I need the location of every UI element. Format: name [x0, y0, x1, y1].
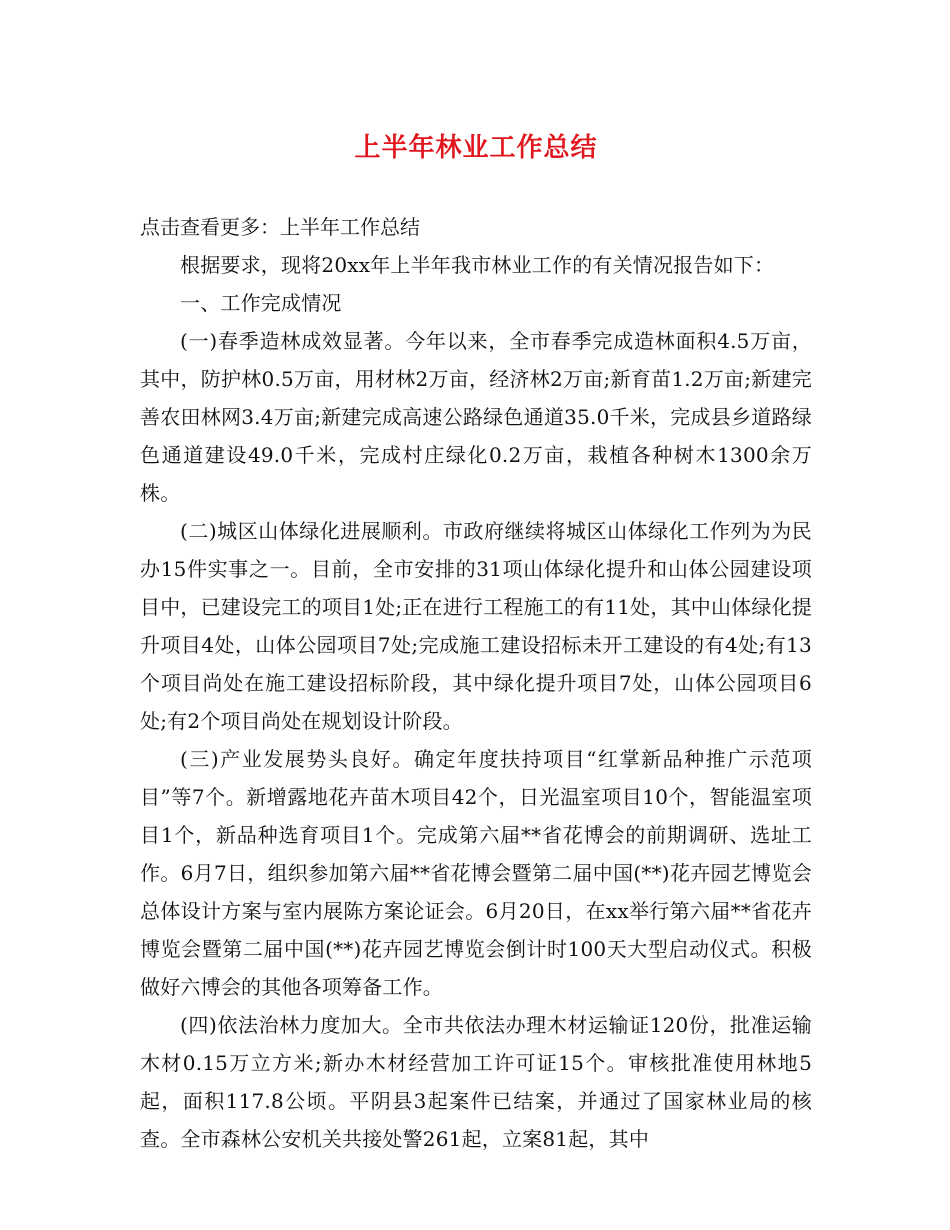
document-title: 上半年林业工作总结	[354, 133, 598, 163]
section-heading-work-completion: 一、工作完成情况	[180, 291, 342, 315]
paragraph-forest-law: (四)依法治林力度加大。全市共依法办理木材运输证120份，批准运输木材0.15万立方米;新办木材经营加工许可证15个。审核批准使用林地5起，面积117.8公顷。平阴县3起案件已结案，并通过了国家林业局的核查。全市森林公安机关共接处警261起，立案81起，其中	[140, 1013, 812, 1151]
paragraph-spring-afforestation: (一)春季造林成效显著。今年以来，全市春季完成造林面积4.5万亩，其中，防护林0.5万亩，用材林2万亩，经济林2万亩;新育苗1.2万亩;新建完善农田林网3.4万亩;新建完成高速公路绿色通道35.0千米，完成县乡道路绿色通道建设49.0千米，完成村庄绿化0.2万亩，栽植各种树木1300余万株。	[140, 329, 812, 505]
paragraph-intro: 根据要求，现将20xx年上半年我市林业工作的有关情况报告如下：	[180, 253, 775, 277]
document-page	[140, 126, 812, 1158]
paragraph-mountain-greening: (二)城区山体绿化进展顺利。市政府继续将城区山体绿化工作列为为民办15件实事之一。目前，全市安排的31项山体绿化提升和山体公园建设项目中，已建设完工的项目1处;正在进行工程施工的有11处，其中山体绿化提升项目4处，山体公园项目7处;完成施工建设招标未开工建设的有4处;有13个项目尚处在施工建设招标阶段，其中绿化提升项目7处，山体公园项目6处;有2个项目尚处在规划设计阶段。	[140, 519, 812, 733]
more-link-text: 点击查看更多：上半年工作总结	[140, 215, 420, 239]
paragraph-industry-development: (三)产业发展势头良好。确定年度扶持项目“红掌新品种推广示范项目”等7个。新增露地花卉苗木项目42个，日光温室项目10个，智能温室项目1个，新品种选育项目1个。完成第六届**省花博会的前期调研、选址工作。6月7日，组织参加第六届**省花博会暨第二届中国(**)花卉园艺博览会总体设计方案与室内展陈方案论证会。6月20日，在xx举行第六届**省花卉博览会暨第二届中国(**)花卉园艺博览会倒计时100天大型启动仪式。积极做好六博会的其他各项筹备工作。	[140, 747, 812, 999]
